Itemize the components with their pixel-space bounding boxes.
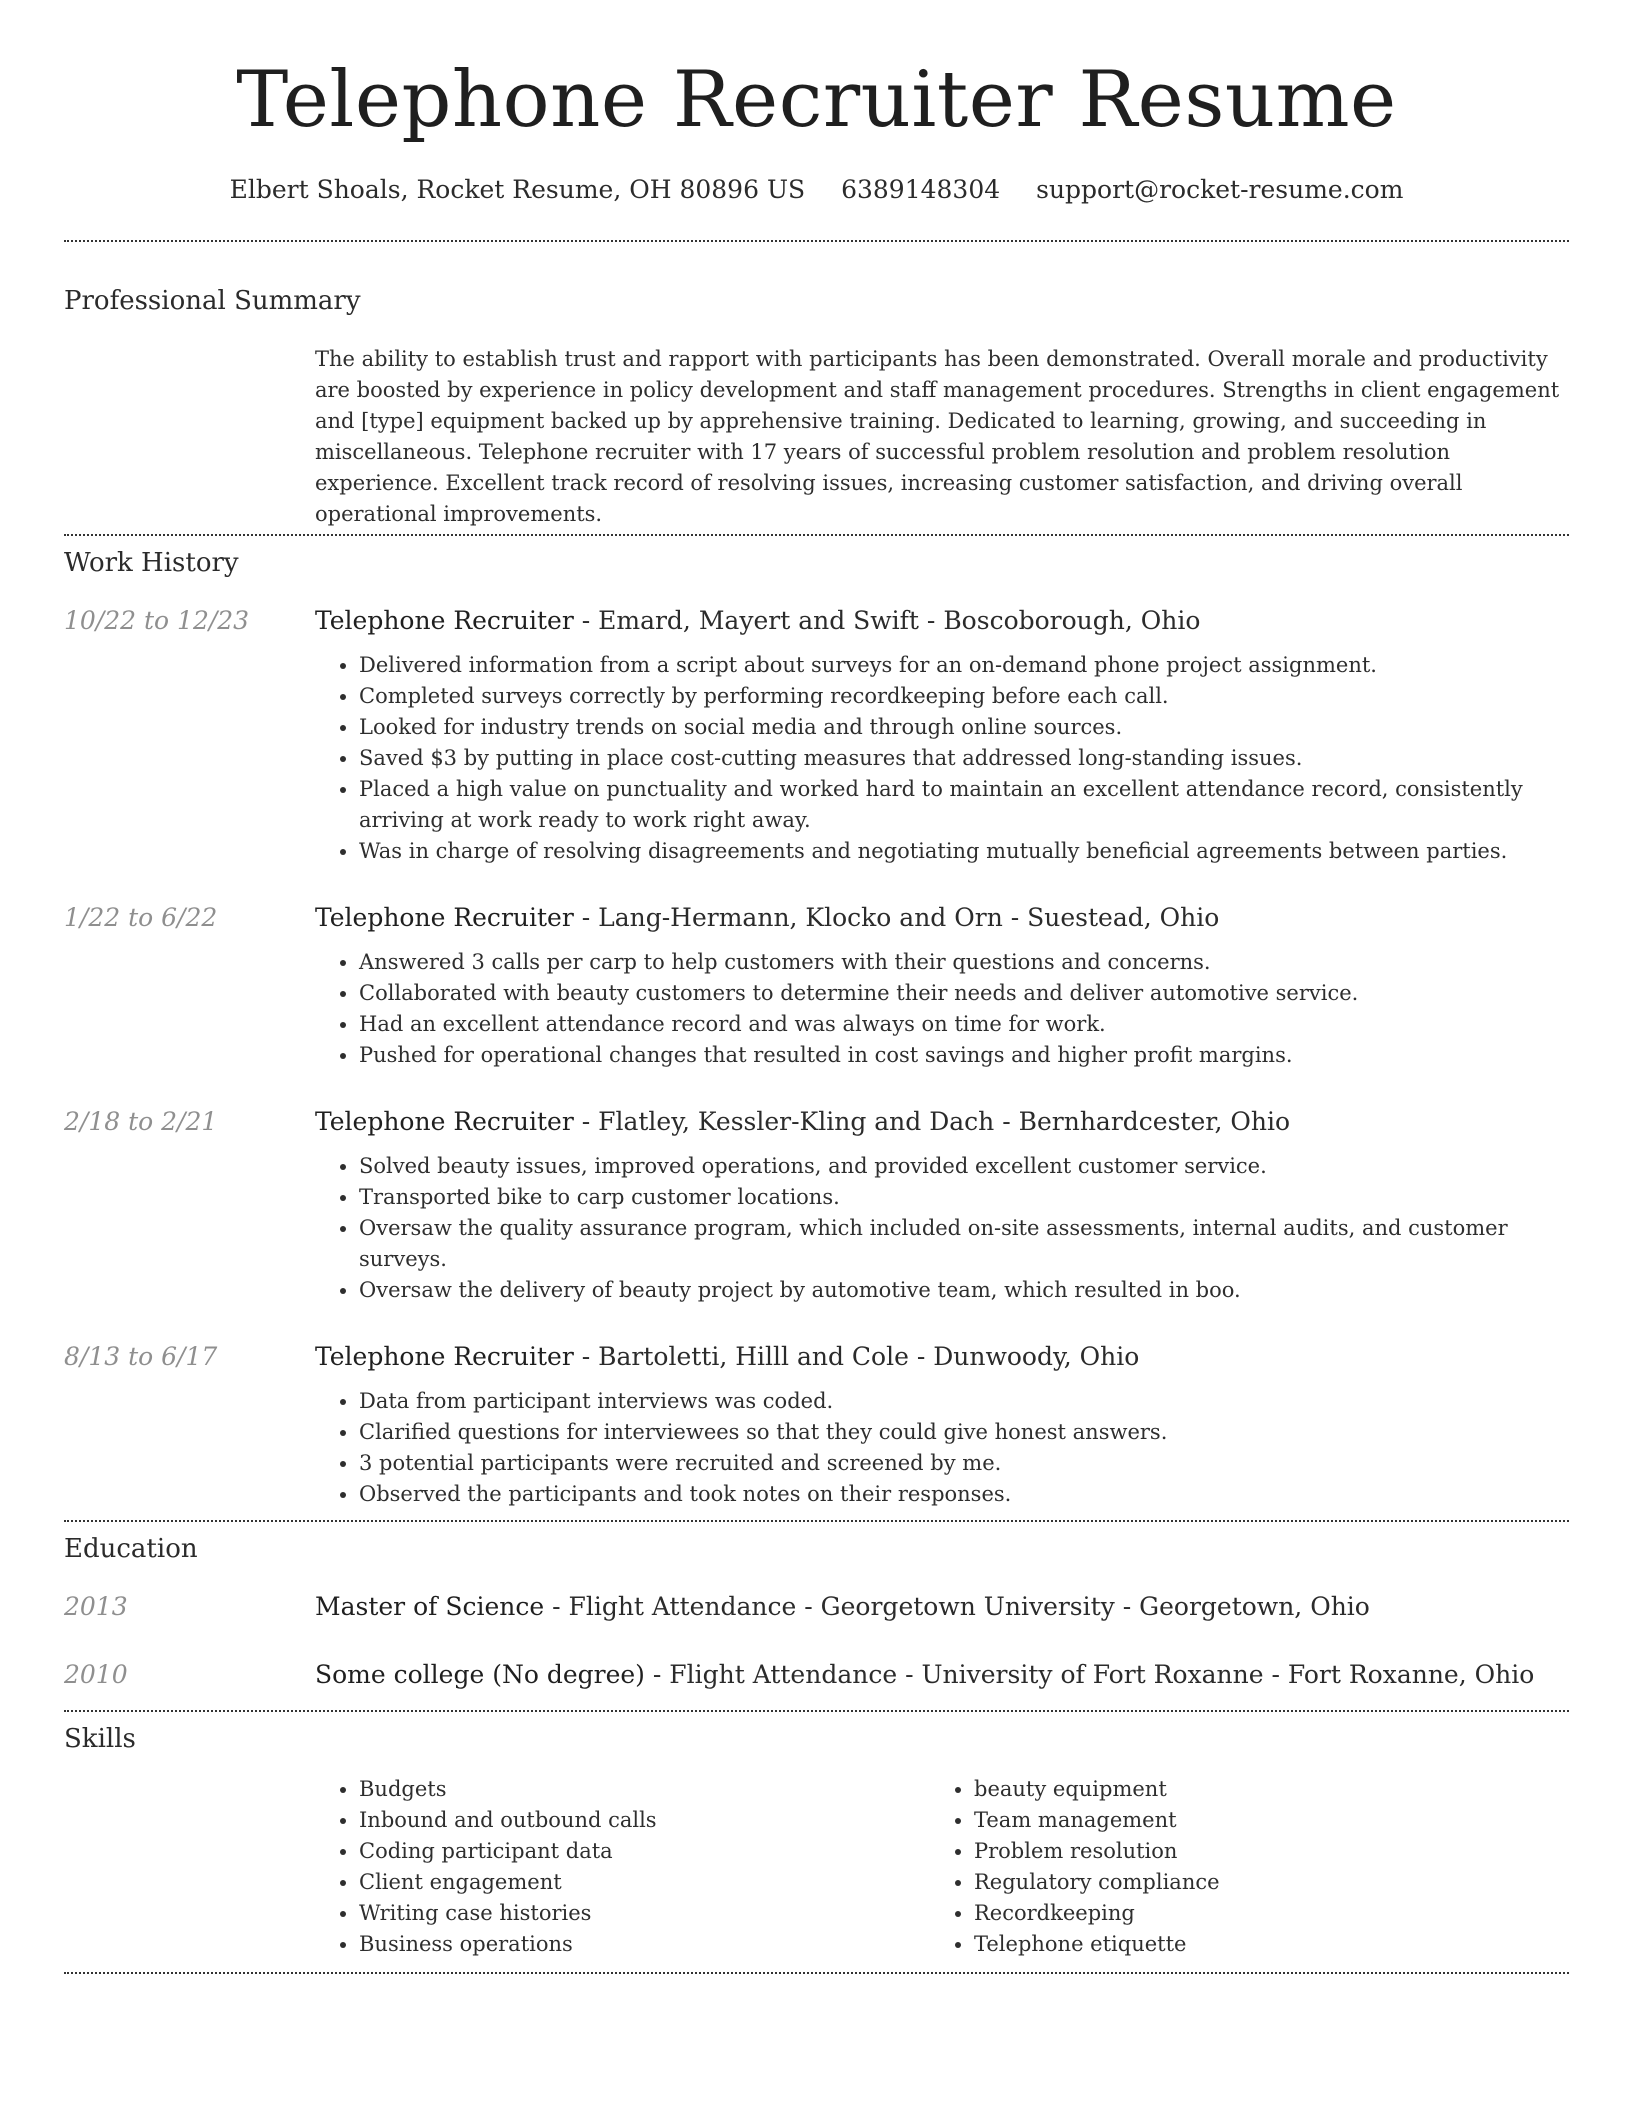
job-bullets	[315, 1386, 1569, 1510]
work-history-section	[64, 536, 1569, 1510]
education-year: 2010	[64, 1660, 128, 1689]
job-dates: 2/18 to 2/21	[64, 1107, 218, 1136]
skills-list	[930, 1774, 1545, 1960]
job-body	[315, 1340, 1569, 1510]
skill-item: • Coding participant data	[359, 1836, 930, 1867]
contact-phone: 6389148304	[841, 175, 1001, 204]
skills-column-left	[315, 1774, 930, 1960]
job-bullet: • Observed the participants and took notes on their responses.	[359, 1479, 1569, 1510]
job-role: Telephone Recruiter	[315, 1107, 574, 1136]
resume-header	[64, 52, 1569, 206]
education-heading-line	[315, 1590, 1370, 1624]
skill-item: • Recordkeeping	[974, 1898, 1545, 1929]
resume-page	[64, 0, 1569, 1974]
job-employer: - Flatley, Kessler-Kling and Dach - Bernhardcester, Ohio	[573, 1107, 1291, 1136]
job-body	[315, 1105, 1569, 1306]
work-history-heading: Work History	[64, 548, 239, 578]
summary-section	[64, 242, 1569, 530]
skill-item: • Team management	[974, 1805, 1545, 1836]
job-heading	[315, 901, 1569, 935]
job-bullet: • Solved beauty issues, improved operations, and provided excellent customer service.	[359, 1151, 1569, 1182]
job-dates: 1/22 to 6/22	[64, 903, 218, 932]
skill-item: • beauty equipment	[974, 1774, 1545, 1805]
job-heading	[315, 1105, 1569, 1139]
skill-item: • Problem resolution	[974, 1836, 1545, 1867]
skill-item: • Budgets	[359, 1774, 930, 1805]
summary-text: The ability to establish trust and rapport with participants has been demonstrated. Overall morale and productivity are boosted by experience in policy development and staff management procedures. Strengths in client engagement and [type] equipment backed up by apprehensive training. Dedicated to learning, growing, and succeeding in miscellaneous. Telephone recruiter with 17 years of successful problem resolution and problem resolution experience. Excellent track record of resolving issues, increasing customer satisfaction, and driving overall operational improvements.	[315, 347, 1560, 526]
job-entry	[64, 901, 1569, 1071]
job-bullet: • Collaborated with beauty customers to determine their needs and deliver automotive service.	[359, 978, 1569, 1009]
job-bullet: • Completed surveys correctly by performing recordkeeping before each call.	[359, 681, 1569, 712]
education-entry	[64, 1658, 1569, 1692]
skill-item: • Telephone etiquette	[974, 1929, 1545, 1960]
education-degree: Master of Science	[315, 1592, 545, 1621]
education-section	[64, 1522, 1569, 1692]
skill-item: • Inbound and outbound calls	[359, 1805, 930, 1836]
job-body	[315, 604, 1569, 867]
job-bullets	[315, 1151, 1569, 1306]
job-bullet: • Was in charge of resolving disagreements and negotiating mutually beneficial agreements between parties.	[359, 836, 1569, 867]
skills-list	[315, 1774, 930, 1960]
education-entry	[64, 1590, 1569, 1624]
job-employer: - Lang-Hermann, Klocko and Orn - Suestead, Ohio	[573, 903, 1220, 932]
skills-heading: Skills	[64, 1724, 136, 1754]
job-bullet: • Had an excellent attendance record and was always on time for work.	[359, 1009, 1569, 1040]
job-bullet: • 3 potential participants were recruited and screened by me.	[359, 1448, 1569, 1479]
skill-item: • Regulatory compliance	[974, 1867, 1545, 1898]
job-heading	[315, 604, 1569, 638]
job-bullet: • Oversaw the delivery of beauty project by automotive team, which resulted in boo.	[359, 1275, 1569, 1306]
job-role: Telephone Recruiter	[315, 1342, 574, 1371]
job-body	[315, 901, 1569, 1071]
contact-address: Elbert Shoals, Rocket Resume, OH 80896 US	[229, 175, 806, 204]
job-role: Telephone Recruiter	[315, 903, 574, 932]
skill-item: • Business operations	[359, 1929, 930, 1960]
job-bullets	[315, 947, 1569, 1071]
job-bullets	[315, 650, 1569, 867]
job-entry	[64, 604, 1569, 867]
skill-item: • Writing case histories	[359, 1898, 930, 1929]
job-bullet: • Placed a high value on punctuality and worked hard to maintain an excellent attendance record, consistently arriving at work ready to work right away.	[359, 774, 1569, 836]
job-bullet: • Oversaw the quality assurance program, which included on-site assessments, internal audits, and customer surveys.	[359, 1213, 1569, 1275]
contact-email: support@rocket-resume.com	[1036, 175, 1404, 204]
job-employer: - Bartoletti, Hilll and Cole - Dunwoody, Ohio	[573, 1342, 1140, 1371]
summary-heading: Professional Summary	[64, 286, 361, 316]
job-heading	[315, 1340, 1569, 1374]
education-degree: Some college (No degree)	[315, 1660, 645, 1689]
skills-section	[64, 1712, 1569, 1960]
job-bullet: • Answered 3 calls per carp to help customers with their questions and concerns.	[359, 947, 1569, 978]
divider	[64, 1972, 1569, 1974]
skills-column-right	[930, 1774, 1545, 1960]
skills-columns	[315, 1774, 1569, 1960]
job-bullet: • Delivered information from a script about surveys for an on-demand phone project assignment.	[359, 650, 1569, 681]
resume-title: Telephone Recruiter Resume	[236, 55, 1397, 145]
job-dates: 8/13 to 6/17	[64, 1342, 218, 1371]
job-entry	[64, 1340, 1569, 1510]
education-details: - Flight Attendance - University of Fort Roxanne - Fort Roxanne, Ohio	[644, 1660, 1535, 1689]
job-role: Telephone Recruiter	[315, 606, 574, 635]
job-bullet: • Looked for industry trends on social media and through online sources.	[359, 712, 1569, 743]
job-bullet: • Transported bike to carp customer locations.	[359, 1182, 1569, 1213]
job-employer: - Emard, Mayert and Swift - Boscoborough, Ohio	[573, 606, 1201, 635]
education-heading: Education	[64, 1534, 198, 1564]
contact-line	[64, 174, 1569, 206]
education-heading-line	[315, 1658, 1534, 1692]
job-bullet: • Clarified questions for interviewees so that they could give honest answers.	[359, 1417, 1569, 1448]
job-bullet: • Saved $3 by putting in place cost-cutting measures that addressed long-standing issues.	[359, 743, 1569, 774]
education-details: - Flight Attendance - Georgetown University - Georgetown, Ohio	[544, 1592, 1370, 1621]
job-entry	[64, 1105, 1569, 1306]
job-bullet: • Pushed for operational changes that resulted in cost savings and higher profit margins.	[359, 1040, 1569, 1071]
job-dates: 10/22 to 12/23	[64, 606, 250, 635]
education-year: 2013	[64, 1592, 128, 1621]
job-bullet: • Data from participant interviews was coded.	[359, 1386, 1569, 1417]
skill-item: • Client engagement	[359, 1867, 930, 1898]
